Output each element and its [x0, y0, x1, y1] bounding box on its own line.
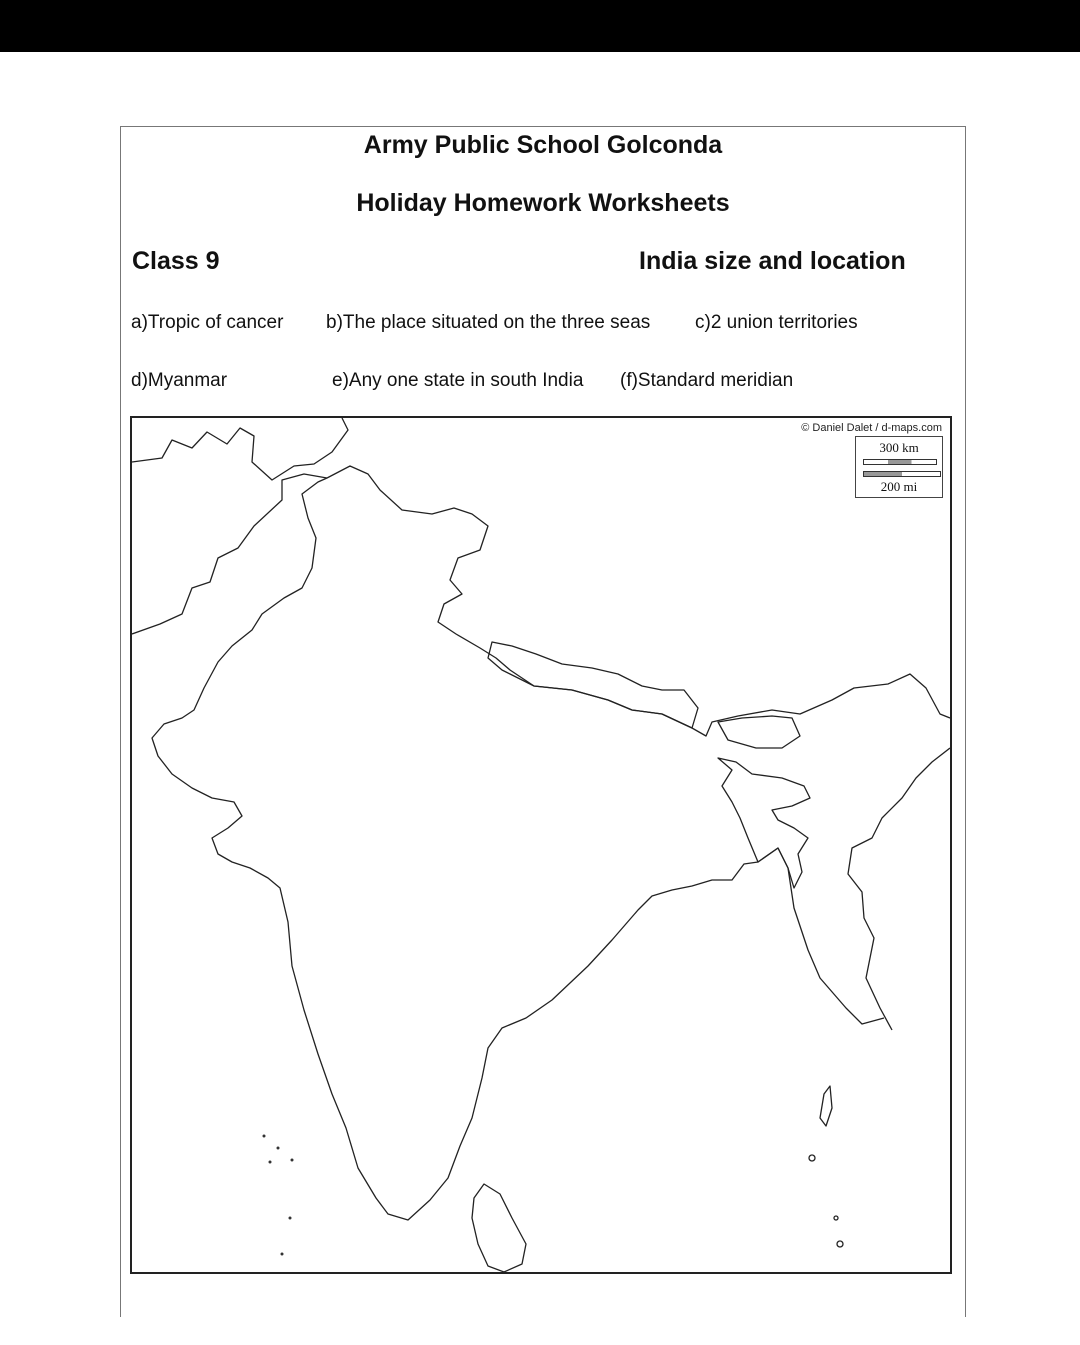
- map-credit: © Daniel Dalet / d-maps.com: [801, 422, 942, 434]
- question-c: c)2 union territories: [695, 312, 858, 333]
- question-a: a)Tropic of cancer: [131, 312, 284, 333]
- lakshadweep-islands: [263, 1135, 294, 1256]
- island-dot: [837, 1241, 843, 1247]
- sri-lanka-outline: [472, 1184, 526, 1272]
- map-scale-box: [855, 436, 943, 498]
- question-d: d)Myanmar: [131, 370, 228, 391]
- pakistan-border: [132, 474, 327, 634]
- question-f: (f)Standard meridian: [620, 370, 794, 391]
- scale-mi-label: 200 mi: [880, 479, 918, 494]
- andaman-islands-outline: [820, 1086, 832, 1126]
- worksheet-subtitle: Holiday Homework Worksheets: [356, 189, 730, 217]
- question-b: b)The place situated on the three seas: [326, 312, 651, 333]
- island-dot: [809, 1155, 815, 1161]
- india-mainland-outline: [152, 466, 950, 1220]
- school-title: Army Public School Golconda: [363, 131, 723, 159]
- india-outline-map: [130, 416, 952, 1274]
- bhutan-outline: [718, 716, 800, 748]
- bangladesh-outline: [718, 758, 810, 888]
- class-label: Class 9: [132, 247, 220, 275]
- scale-km-label: 300 km: [879, 440, 919, 455]
- top-black-bar: [0, 0, 1080, 52]
- scale-km-bar: [863, 459, 937, 465]
- question-e: e)Any one state in south India: [332, 370, 584, 391]
- afghanistan-border: [132, 418, 348, 480]
- map-outline-drawing: [132, 418, 950, 1272]
- nepal-outline: [488, 642, 698, 728]
- scale-mi-bar: [863, 471, 941, 477]
- island-dot: [834, 1216, 838, 1220]
- topic-label: India size and location: [639, 247, 906, 275]
